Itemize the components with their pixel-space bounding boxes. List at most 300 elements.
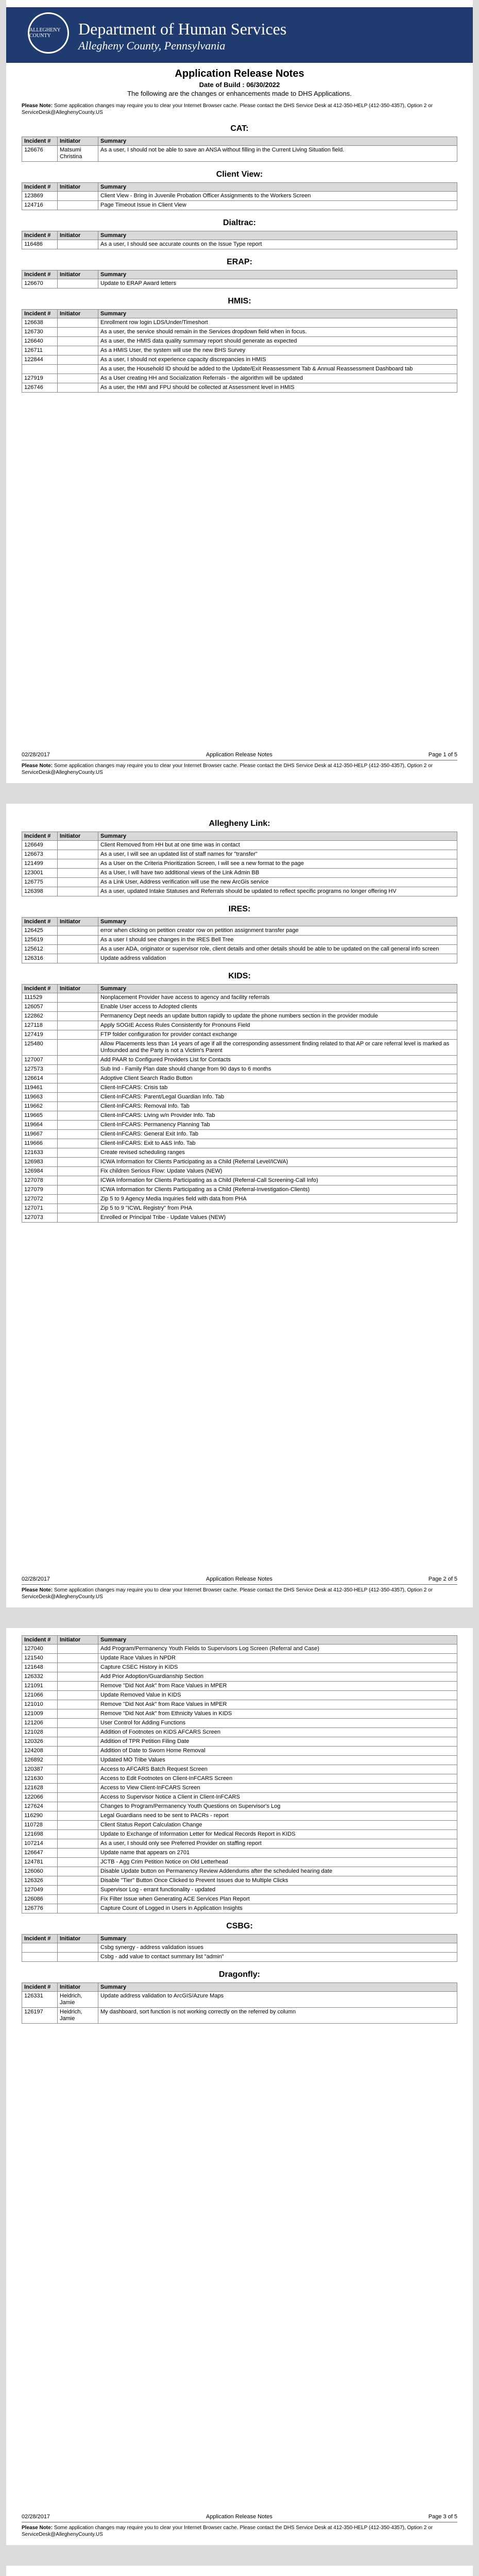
initiator-cell xyxy=(58,201,98,210)
incident-cell: 127624 xyxy=(22,1802,58,1811)
column-header: Initiator xyxy=(58,270,98,279)
column-header: Summary xyxy=(98,832,457,841)
initiator-cell xyxy=(58,850,98,859)
summary-cell: Access to AFCARS Batch Request Screen xyxy=(98,1765,457,1774)
header-banner xyxy=(6,7,473,63)
initiator-cell xyxy=(58,1130,98,1139)
initiator-cell xyxy=(58,1943,98,1953)
incident-cell: 124716 xyxy=(22,201,58,210)
incident-cell: 119461 xyxy=(22,1083,58,1093)
column-header: Summary xyxy=(98,1935,457,1943)
summary-cell: Permanency Dept needs an update button rapidly to update the phone numbers section in the provider module xyxy=(98,1012,457,1021)
initiator-cell xyxy=(58,374,98,383)
incident-cell: 110728 xyxy=(22,1821,58,1830)
initiator-cell xyxy=(58,1139,98,1148)
incident-cell: 122066 xyxy=(22,1793,58,1802)
table-row xyxy=(22,1672,457,1682)
initiator-cell xyxy=(58,1793,98,1802)
summary-cell: As a User, I will have two additional views of the Link Admin BB xyxy=(98,869,457,878)
column-header: Initiator xyxy=(58,183,98,192)
table-row xyxy=(22,887,457,896)
section-heading: CSBG: xyxy=(226,1922,253,1930)
release-table xyxy=(22,832,457,896)
table-row xyxy=(22,1691,457,1700)
initiator-cell xyxy=(58,1858,98,1867)
initiator-cell xyxy=(58,1148,98,1158)
table-row xyxy=(22,337,457,346)
incident-cell: 107214 xyxy=(22,1839,58,1849)
table-row xyxy=(22,1083,457,1093)
initiator-cell xyxy=(58,1121,98,1130)
summary-cell: Page Timeout Issue in Client View xyxy=(98,201,457,210)
table-row xyxy=(22,1645,457,1654)
page-4 xyxy=(6,2566,473,2576)
summary-cell: Client Status Report Calculation Change xyxy=(98,1821,457,1830)
table-row xyxy=(22,850,457,859)
section-heading: KIDS: xyxy=(228,972,251,980)
summary-cell: Csbg synergy - address validation issues xyxy=(98,1943,457,1953)
summary-cell: User Control for Adding Functions xyxy=(98,1719,457,1728)
initiator-cell xyxy=(58,1821,98,1830)
summary-cell: Client-InFCARS: Permanency Planning Tab xyxy=(98,1121,457,1130)
initiator-cell xyxy=(58,1895,98,1904)
incident-cell: 127419 xyxy=(22,1030,58,1040)
incident-cell: 123001 xyxy=(22,869,58,878)
initiator-cell xyxy=(58,1003,98,1012)
county-name: Allegheny County, Pennsylvania xyxy=(78,39,226,52)
incident-cell: 119666 xyxy=(22,1139,58,1148)
summary-cell: Update name that appears on 2701 xyxy=(98,1849,457,1858)
incident-cell: 126326 xyxy=(22,1876,58,1886)
incident-cell: 120326 xyxy=(22,1737,58,1747)
table-row xyxy=(22,1839,457,1849)
initiator-cell xyxy=(58,878,98,887)
incident-cell: 126057 xyxy=(22,1003,58,1012)
summary-cell: Disable Update button on Permanency Review Addendums after the scheduled hearing date xyxy=(98,1867,457,1876)
incident-cell: 125480 xyxy=(22,1040,58,1056)
table-row xyxy=(22,192,457,201)
incident-cell: 126647 xyxy=(22,1849,58,1858)
incident-cell: 121009 xyxy=(22,1709,58,1719)
summary-cell: Client-InFCARS: Parent/Legal Guardian Info. Tab xyxy=(98,1093,457,1102)
section-heading: ERAP: xyxy=(227,258,252,266)
incident-cell: 126332 xyxy=(22,1672,58,1682)
table-row xyxy=(22,1130,457,1139)
column-header: Incident # xyxy=(22,832,58,841)
column-header: Incident # xyxy=(22,1636,58,1645)
incident-cell: 127072 xyxy=(22,1195,58,1204)
column-header: Initiator xyxy=(58,137,98,146)
initiator-cell xyxy=(58,1663,98,1672)
initiator-cell xyxy=(58,1904,98,1913)
incident-cell: 119663 xyxy=(22,1093,58,1102)
incident-cell: 127040 xyxy=(22,1645,58,1654)
incident-cell: 120387 xyxy=(22,1765,58,1774)
initiator-cell xyxy=(58,383,98,393)
summary-cell: Capture Count of Logged in Users in Application Insights xyxy=(98,1904,457,1913)
incident-cell: 126649 xyxy=(22,841,58,850)
summary-cell: error when clicking on petition creator row on petition assignment transfer page xyxy=(98,926,457,936)
initiator-cell xyxy=(58,1167,98,1176)
table-row xyxy=(22,1774,457,1784)
summary-cell: Update Race Values in NPDR xyxy=(98,1654,457,1663)
summary-cell: Access to View Client-InFCARS Screen xyxy=(98,1784,457,1793)
table-row xyxy=(22,383,457,393)
incident-cell xyxy=(22,365,58,374)
incident-cell: 121698 xyxy=(22,1830,58,1839)
table-row xyxy=(22,1185,457,1195)
section xyxy=(22,1922,457,1962)
summary-cell: Apply SOGIE Access Rules Consistently for Pronouns Field xyxy=(98,1021,457,1030)
summary-cell: Update address validation xyxy=(98,954,457,963)
initiator-cell xyxy=(58,1765,98,1774)
summary-cell: Update to Exchange of Information Letter for Medical Records Report in KIDS xyxy=(98,1830,457,1839)
release-table xyxy=(22,1635,457,1913)
table-row xyxy=(22,841,457,850)
table-row xyxy=(22,279,457,289)
table-row xyxy=(22,1700,457,1709)
initiator-cell xyxy=(58,1672,98,1682)
table-row xyxy=(22,1747,457,1756)
table-row xyxy=(22,1858,457,1867)
table-row xyxy=(22,365,457,374)
incident-cell: 126425 xyxy=(22,926,58,936)
page-2 xyxy=(6,804,473,1607)
build-date: Date of Build : 06/30/2022 xyxy=(199,81,280,89)
table-row xyxy=(22,1895,457,1904)
summary-cell: Update address validation to ArcGIS/Azure Maps xyxy=(98,1992,457,2008)
summary-cell: Add Program/Permanency Youth Fields to Supervisors Log Screen (Referral and Case) xyxy=(98,1645,457,1654)
initiator-cell xyxy=(58,1747,98,1756)
table-row xyxy=(22,1719,457,1728)
column-header: Incident # xyxy=(22,918,58,926)
initiator-cell xyxy=(58,337,98,346)
summary-cell: Disable "Tier" Button Once Clicked to Prevent Issues due to Multiple Clicks xyxy=(98,1876,457,1886)
table-row xyxy=(22,1737,457,1747)
initiator-cell xyxy=(58,1021,98,1030)
column-header: Summary xyxy=(98,310,457,318)
incident-cell: 127007 xyxy=(22,1056,58,1065)
incident-cell: 127573 xyxy=(22,1065,58,1074)
summary-cell: Add PAAR to Configured Providers List for Contacts xyxy=(98,1056,457,1065)
initiator-cell xyxy=(58,936,98,945)
incident-cell: 124781 xyxy=(22,1858,58,1867)
column-header: Incident # xyxy=(22,1935,58,1943)
column-header: Summary xyxy=(98,1983,457,1992)
table-row xyxy=(22,1663,457,1672)
release-table xyxy=(22,182,457,210)
summary-cell: Adoptive Client Search Radio Button xyxy=(98,1074,457,1083)
initiator-cell xyxy=(58,1953,98,1962)
table-row xyxy=(22,1876,457,1886)
table-row xyxy=(22,1021,457,1030)
page-3 xyxy=(6,1628,473,2545)
column-header: Initiator xyxy=(58,1983,98,1992)
summary-cell: As a user, the HMI and FPU should be collected at Assessment level in HMIS xyxy=(98,383,457,393)
initiator-cell xyxy=(58,954,98,963)
page-footer: 02/28/2017 Application Release Notes Page 2 of 5 Please Note: Some application changes may require you to clear your Internet Browser cache. Please contact the DHS Service Desk at 412-350-HELP (412-350-4357), Option 2 or ServiceDesk@AlleghenyCounty.US xyxy=(22,1576,457,1600)
table-row xyxy=(22,1654,457,1663)
initiator-cell xyxy=(58,1876,98,1886)
initiator-cell xyxy=(58,1213,98,1223)
summary-cell: Remove "Did Not Ask" from Ethnicity Values in KIDS xyxy=(98,1709,457,1719)
incident-cell: 127071 xyxy=(22,1204,58,1213)
table-row xyxy=(22,1158,457,1167)
initiator-cell xyxy=(58,328,98,337)
incident-cell: 116290 xyxy=(22,1811,58,1821)
incident-cell: 125619 xyxy=(22,936,58,945)
incident-cell: 127919 xyxy=(22,374,58,383)
incident-cell: 126673 xyxy=(22,850,58,859)
incident-cell: 123869 xyxy=(22,192,58,201)
initiator-cell xyxy=(58,318,98,328)
release-table xyxy=(22,309,457,393)
initiator-cell: Heidrich, Jamie xyxy=(58,2008,98,2024)
initiator-cell xyxy=(58,1204,98,1213)
page-1 xyxy=(6,0,473,783)
county-seal-icon: ALLEGHENY COUNTY xyxy=(28,12,69,54)
initiator-cell xyxy=(58,1728,98,1737)
initiator-cell: Heidrich, Jamie xyxy=(58,1992,98,2008)
column-header: Initiator xyxy=(58,231,98,240)
incident-cell: 125612 xyxy=(22,945,58,954)
table-row xyxy=(22,2008,457,2024)
summary-cell: Addition of Footnotes on KIDS AFCARS Screen xyxy=(98,1728,457,1737)
table-row xyxy=(22,1765,457,1774)
table-row xyxy=(22,1756,457,1765)
summary-cell: As a user, updated Intake Statuses and Referrals should be updated to reflect specific programs no longer offering HV xyxy=(98,887,457,896)
initiator-cell: Matsumi Christina xyxy=(58,146,98,162)
table-row xyxy=(22,1849,457,1858)
table-row xyxy=(22,954,457,963)
summary-cell: As a Link User, Address verification will use the new ArcGis service xyxy=(98,878,457,887)
table-row xyxy=(22,346,457,355)
initiator-cell xyxy=(58,1030,98,1040)
incident-cell: 124208 xyxy=(22,1747,58,1756)
summary-cell: Updated MO Tribe Values xyxy=(98,1756,457,1765)
summary-cell: Zip 5 to 9 "ICWL Registry" from PHA xyxy=(98,1204,457,1213)
incident-cell: 111529 xyxy=(22,993,58,1003)
initiator-cell xyxy=(58,1074,98,1083)
summary-cell: Update to ERAP Award letters xyxy=(98,279,457,289)
table-row xyxy=(22,374,457,383)
incident-cell: 127079 xyxy=(22,1185,58,1195)
table-row xyxy=(22,1821,457,1830)
table-row xyxy=(22,1682,457,1691)
table-row xyxy=(22,1830,457,1839)
initiator-cell xyxy=(58,887,98,896)
summary-cell: Zip 5 to 9 Agency Media Inquiries field with data from PHA xyxy=(98,1195,457,1204)
page-title: Application Release Notes xyxy=(175,68,304,79)
incident-cell: 126892 xyxy=(22,1756,58,1765)
summary-cell: Enable User access to Adopted clients xyxy=(98,1003,457,1012)
summary-cell: Legal Guardians need to be sent to PACRs - report xyxy=(98,1811,457,1821)
summary-cell: As a user, the service should remain in the Services dropdown field when in focus. xyxy=(98,328,457,337)
release-table xyxy=(22,231,457,249)
section xyxy=(22,258,457,289)
summary-cell: As a User creating HH and Socialization Referrals - the algorithm will be updated xyxy=(98,374,457,383)
summary-cell: Enrollment row login LDS/Under/Timeshort xyxy=(98,318,457,328)
table-row xyxy=(22,1139,457,1148)
table-row xyxy=(22,1148,457,1158)
summary-cell: Client Removed from HH but at one time was in contact xyxy=(98,841,457,850)
initiator-cell xyxy=(58,1867,98,1876)
table-row xyxy=(22,1040,457,1056)
table-row xyxy=(22,1728,457,1737)
column-header: Incident # xyxy=(22,137,58,146)
incident-cell: 121630 xyxy=(22,1774,58,1784)
column-header: Summary xyxy=(98,137,457,146)
incident-cell: 126331 xyxy=(22,1992,58,2008)
department-name: Department of Human Services xyxy=(78,20,287,38)
summary-cell: As a user, I should only see Preferred Provider on staffing report xyxy=(98,1839,457,1849)
initiator-cell xyxy=(58,355,98,365)
summary-cell: As a user, I will see an updated list of staff names for "transfer" xyxy=(98,850,457,859)
incident-cell xyxy=(22,1953,58,1962)
table-row xyxy=(22,1904,457,1913)
initiator-cell xyxy=(58,869,98,878)
column-header: Initiator xyxy=(58,832,98,841)
table-row xyxy=(22,1121,457,1130)
table-row xyxy=(22,1030,457,1040)
table-row xyxy=(22,859,457,869)
incident-cell: 121091 xyxy=(22,1682,58,1691)
incident-cell: 119664 xyxy=(22,1121,58,1130)
summary-cell: As a HMIS User, the system will use the new BHS Survey xyxy=(98,346,457,355)
section-heading: IRES: xyxy=(228,905,251,913)
summary-cell: Addition of TPR Petition Filing Date xyxy=(98,1737,457,1747)
initiator-cell xyxy=(58,1111,98,1121)
section xyxy=(22,1970,457,2024)
column-header: Incident # xyxy=(22,310,58,318)
table-row xyxy=(22,936,457,945)
incident-cell: 119662 xyxy=(22,1102,58,1111)
table-row xyxy=(22,1802,457,1811)
incident-cell: 126746 xyxy=(22,383,58,393)
incident-cell: 119667 xyxy=(22,1130,58,1139)
initiator-cell xyxy=(58,1784,98,1793)
release-table xyxy=(22,1934,457,1962)
column-header: Initiator xyxy=(58,918,98,926)
table-row xyxy=(22,1056,457,1065)
column-header: Summary xyxy=(98,918,457,926)
table-row xyxy=(22,1943,457,1953)
initiator-cell xyxy=(58,1195,98,1204)
summary-cell: Sub Ind - Family Plan date should change from 90 days to 6 months xyxy=(98,1065,457,1074)
table-row xyxy=(22,1074,457,1083)
table-row xyxy=(22,1167,457,1176)
summary-cell: As a user, the Household ID should be added to the Update/Exit Reassessment Tab & Annual Reassessment Dashboard tab xyxy=(98,365,457,374)
column-header: Incident # xyxy=(22,231,58,240)
table-row xyxy=(22,240,457,249)
table-row xyxy=(22,1793,457,1802)
table-row xyxy=(22,869,457,878)
page-footer: 02/28/2017 Application Release Notes Page 1 of 5 Please Note: Some application changes may require you to clear your Internet Browser cache. Please contact the DHS Service Desk at 412-350-HELP (412-350-4357), Option 2 or ServiceDesk@AlleghenyCounty.US xyxy=(22,752,457,775)
initiator-cell xyxy=(58,1040,98,1056)
initiator-cell xyxy=(58,1719,98,1728)
incident-cell: 127078 xyxy=(22,1176,58,1185)
summary-cell: As a user, I should see accurate counts on the Issue Type report xyxy=(98,240,457,249)
table-row xyxy=(22,1003,457,1012)
initiator-cell xyxy=(58,1830,98,1839)
incident-cell: 126316 xyxy=(22,954,58,963)
section xyxy=(22,170,457,210)
summary-cell: As a user, the HMIS data quality summary report should generate as expected xyxy=(98,337,457,346)
incident-cell: 126984 xyxy=(22,1167,58,1176)
summary-cell: ICWA Information for Clients Participating as a Child (Referral-Investigation-Clients) xyxy=(98,1185,457,1195)
summary-cell: Nonplacement Provider have access to agency and facility referrals xyxy=(98,993,457,1003)
incident-cell: 126197 xyxy=(22,2008,58,2024)
section-heading: Allegheny Link: xyxy=(209,819,270,828)
summary-cell: ICWA Information for Clients Participating as a Child (Referral-Call Screening-Call Info) xyxy=(98,1176,457,1185)
column-header: Initiator xyxy=(58,1935,98,1943)
initiator-cell xyxy=(58,1849,98,1858)
initiator-cell xyxy=(58,346,98,355)
initiator-cell xyxy=(58,1645,98,1654)
section xyxy=(22,218,457,249)
section-heading: CAT: xyxy=(230,124,249,133)
initiator-cell xyxy=(58,1774,98,1784)
table-row xyxy=(22,945,457,954)
summary-cell: Client-InFCARS: General Exit Info. Tab xyxy=(98,1130,457,1139)
initiator-cell xyxy=(58,1682,98,1691)
summary-cell: As a User on the Criteria Prioritization Screen, I will see a new format to the page xyxy=(98,859,457,869)
summary-cell: Client-InFCARS: Crisis tab xyxy=(98,1083,457,1093)
incident-cell: 127049 xyxy=(22,1886,58,1895)
release-table xyxy=(22,917,457,963)
table-row xyxy=(22,1953,457,1962)
initiator-cell xyxy=(58,279,98,289)
section xyxy=(22,124,457,162)
column-header: Initiator xyxy=(58,310,98,318)
initiator-cell xyxy=(58,1185,98,1195)
summary-cell: As a user, I should not experience capacity discrepancies in HMIS xyxy=(98,355,457,365)
initiator-cell xyxy=(58,1811,98,1821)
initiator-cell xyxy=(58,1691,98,1700)
table-row xyxy=(22,1093,457,1102)
initiator-cell xyxy=(58,1102,98,1111)
summary-cell: Allow Placements less than 14 years of age if all the corresponding assessment finding related to that AP or care referral level is marked as Unfounded and the Party is not a Victim's Parent xyxy=(98,1040,457,1056)
column-header: Summary xyxy=(98,1636,457,1645)
summary-cell: Client-InFCARS: Removal Info. Tab xyxy=(98,1102,457,1111)
initiator-cell xyxy=(58,1176,98,1185)
summary-cell: Access to Supervisor Notice a Client in Client-InFCARS xyxy=(98,1793,457,1802)
incident-cell: 126676 xyxy=(22,146,58,162)
incident-cell: 126060 xyxy=(22,1867,58,1876)
initiator-cell xyxy=(58,1802,98,1811)
column-header: Initiator xyxy=(58,1636,98,1645)
page-footer: 02/28/2017 Application Release Notes Page 3 of 5 Please Note: Some application changes may require you to clear your Internet Browser cache. Please contact the DHS Service Desk at 412-350-HELP (412-350-4357), Option 2 or ServiceDesk@AlleghenyCounty.US xyxy=(22,2514,457,2537)
table-row xyxy=(22,1709,457,1719)
incident-cell: 127118 xyxy=(22,1021,58,1030)
summary-cell: Fix Filter Issue when Generating ACE Services Plan Report xyxy=(98,1895,457,1904)
table-row xyxy=(22,201,457,210)
column-header: Summary xyxy=(98,231,457,240)
incident-cell: 126638 xyxy=(22,318,58,328)
incident-cell: 122844 xyxy=(22,355,58,365)
table-row xyxy=(22,878,457,887)
incident-cell: 126711 xyxy=(22,346,58,355)
initiator-cell xyxy=(58,1756,98,1765)
summary-cell: Capture CSEC History in KIDS xyxy=(98,1663,457,1672)
table-row xyxy=(22,355,457,365)
initiator-cell xyxy=(58,993,98,1003)
summary-cell: Enrolled or Principal Tribe - Update Values (NEW) xyxy=(98,1213,457,1223)
initiator-cell xyxy=(58,1709,98,1719)
table-row xyxy=(22,993,457,1003)
summary-cell: As a user ADA, originator or supervisor role, client details and other details should be able to be updated on the call general info screen xyxy=(98,945,457,954)
section-heading: Dialtrac: xyxy=(223,218,256,227)
